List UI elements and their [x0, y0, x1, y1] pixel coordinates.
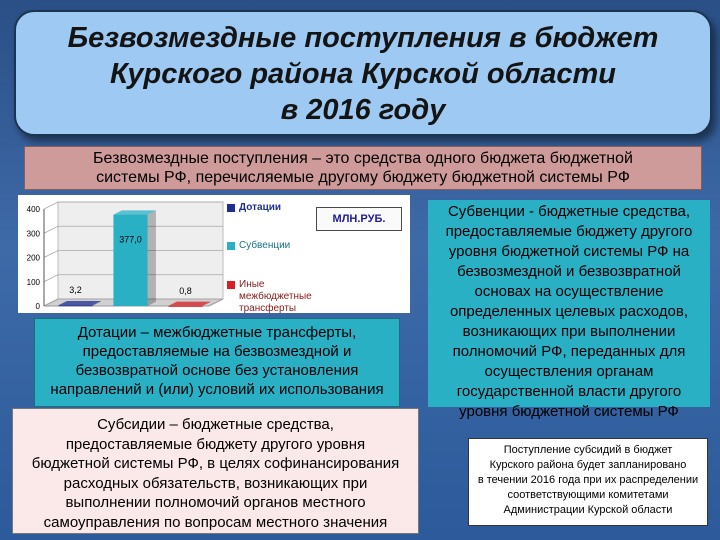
page-title	[16, 20, 710, 128]
legend-swatch-subvention	[227, 242, 235, 250]
dotation-line: направлений и (или) условий их использования	[50, 381, 384, 398]
title-line-2: Курского района Курской области	[109, 58, 616, 90]
title-line-1: Безвозмездные поступления в бюджет	[67, 22, 659, 54]
title-line-3: в 2016 году	[280, 94, 446, 126]
definition-line-1: Безвозмездные поступления – это средства одного бюджета бюджетной	[93, 150, 633, 167]
legend-swatch-other	[227, 281, 235, 289]
subsidy-line: расходных обязательств, возникающих при	[63, 474, 368, 492]
legend-label-other: Иные межбюджетные трансферты	[239, 279, 312, 314]
bar-value-label: 0,8	[179, 285, 192, 296]
dotation-definition	[34, 318, 400, 407]
definition-banner	[24, 146, 702, 190]
dotation-line: безвозвратной основе без установления	[75, 362, 359, 379]
note-line: Администрации Курской области	[503, 504, 673, 516]
bar-value-label: 3,2	[69, 285, 82, 296]
subvention-line: полномочий РФ, переданных для	[452, 343, 686, 360]
bar-front	[113, 215, 147, 306]
subvention-line: Субвенции - бюджетные средства,	[447, 203, 691, 220]
unit-label: МЛН.РУБ.	[316, 207, 402, 231]
subvention-line: уровня бюджетной системы РФ	[459, 403, 679, 420]
dotation-line: предоставляемые на безвозмездной и	[82, 343, 352, 360]
note-line: Курского района будет запланировано	[489, 459, 687, 471]
y-tick-label: 0	[35, 302, 40, 311]
subsidy-definition	[12, 408, 419, 534]
dotation-line: Дотации – межбюджетные трансферты,	[77, 324, 357, 341]
subsidy-line: бюджетной системы РФ, в целях софинансирования	[31, 455, 400, 472]
subvention-line: уровня бюджетной системы РФ на	[448, 243, 690, 260]
note-line: в течении 2016 года при их распределении	[477, 474, 699, 486]
note-line: Поступление субсидий в бюджет	[503, 444, 673, 456]
bar-side	[148, 210, 156, 306]
legend-swatch-dotation	[227, 204, 235, 212]
subsidy-line: выполнении полномочий органов местного	[65, 494, 366, 511]
subvention-line: безвозмездной и безвозвратной	[457, 263, 681, 280]
subsidy-line: самоуправления по вопросам местного значения	[43, 513, 388, 531]
bar-front	[168, 306, 202, 307]
subsidy-line: предоставляемые бюджету другого уровня	[65, 435, 366, 453]
note-line: соответствующими комитетами	[507, 489, 669, 501]
subsidy-note	[468, 438, 708, 526]
subvention-line: возникающих при выполнении	[462, 323, 676, 340]
subvention-definition	[428, 200, 710, 420]
legend-label-dotation: Дотации	[239, 202, 282, 213]
subvention-line: предоставляемые бюджету другого	[445, 223, 693, 240]
subvention-line: осуществления органам	[484, 363, 654, 380]
subvention-line: определенных целевых расходов,	[449, 303, 689, 320]
bar-front	[58, 305, 92, 306]
subvention-line: государственной власти другого	[456, 383, 682, 400]
y-tick-label: 100	[26, 277, 40, 287]
definition-line-2: системы РФ, перечисляемые другому бюджету бюджетной системы РФ	[96, 169, 630, 186]
y-tick-label: 200	[26, 253, 40, 263]
subsidy-line: Субсидии – бюджетные средства,	[97, 416, 334, 433]
bar-value-label: 377,0	[119, 234, 142, 245]
title-panel	[14, 10, 712, 136]
subvention-line: основах на осуществление	[474, 283, 664, 300]
y-tick-label: 300	[26, 229, 40, 239]
legend-label-subvention: Субвенции	[239, 240, 291, 251]
y-tick-label: 400	[26, 205, 40, 214]
